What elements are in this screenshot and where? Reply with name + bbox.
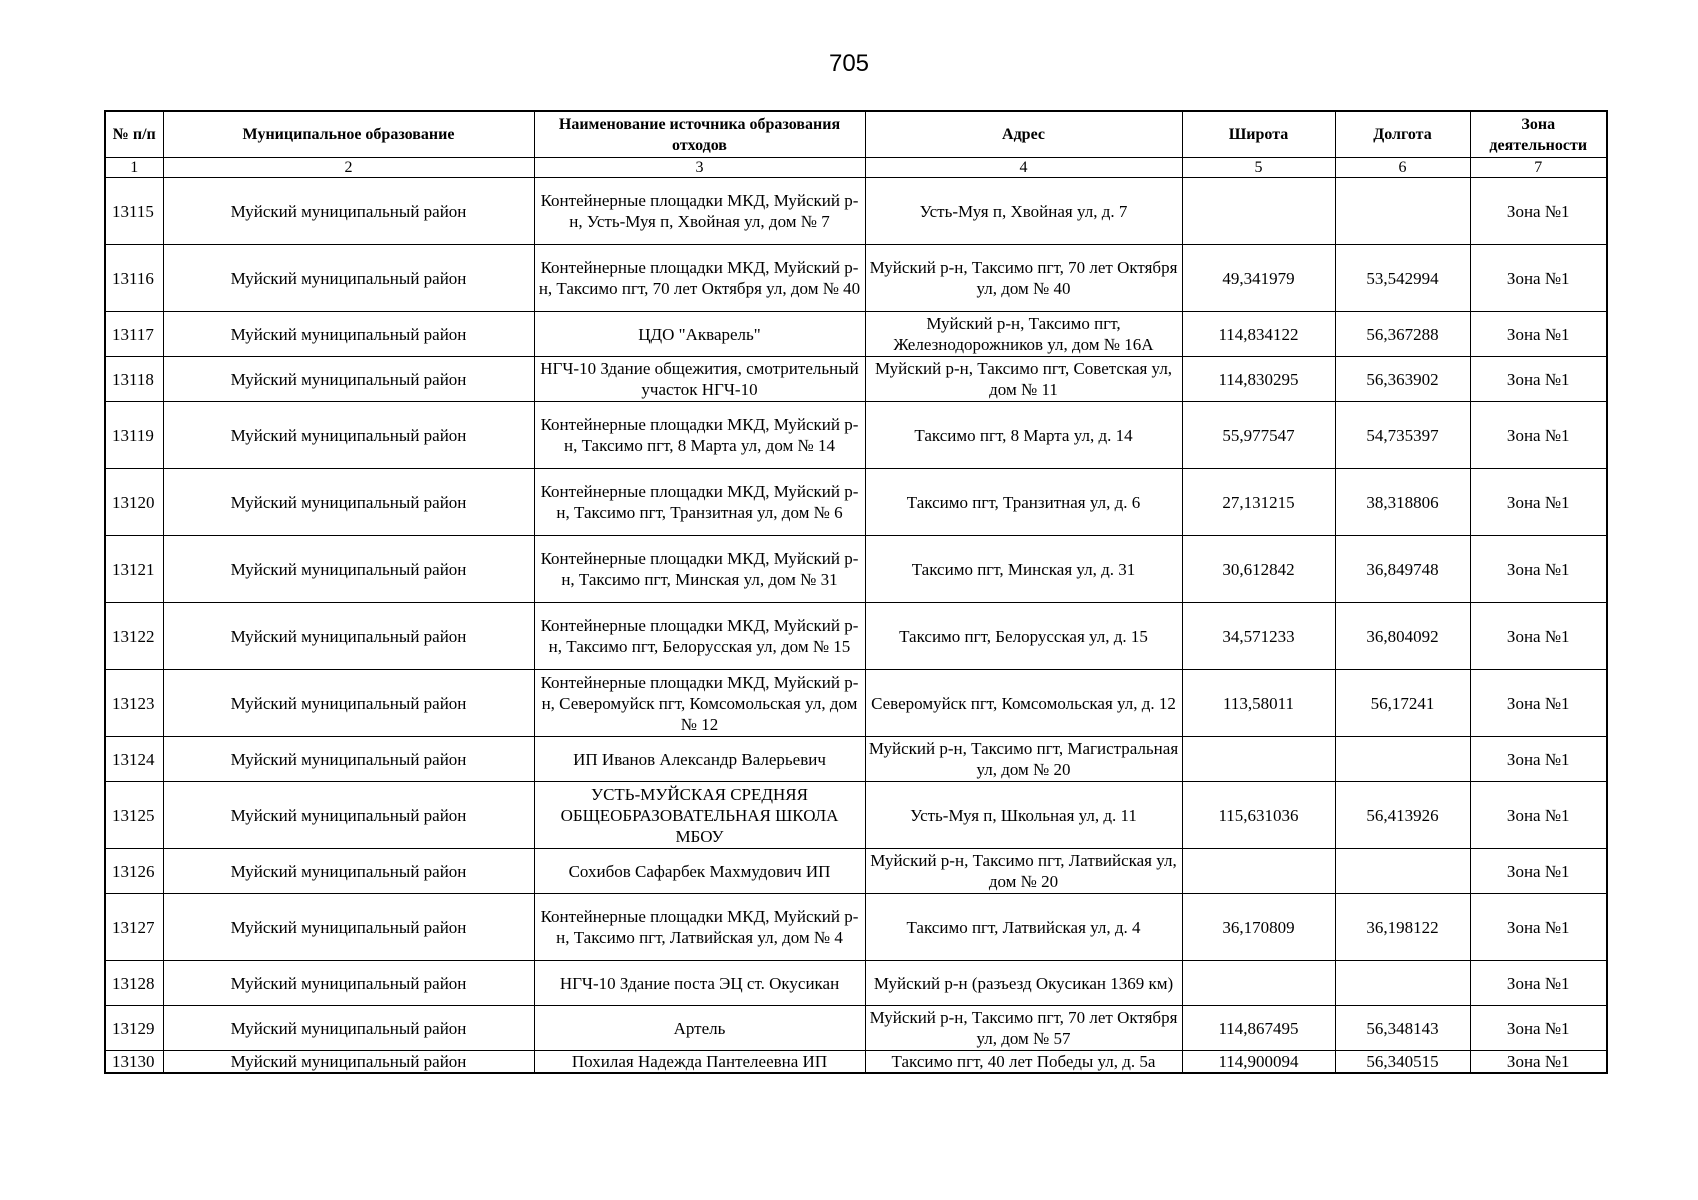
address-cell: Муйский р-н, Таксимо пгт, Железнодорожников ул, дом № 16А [865, 312, 1182, 357]
latitude-cell: 55,977547 [1182, 402, 1335, 469]
column-header: Широта [1182, 111, 1335, 158]
address-cell: Таксимо пгт, Транзитная ул, д. 6 [865, 469, 1182, 536]
row-number: 13128 [105, 961, 163, 1006]
municipality-cell: Муйский муниципальный район [163, 469, 534, 536]
latitude-cell: 114,867495 [1182, 1006, 1335, 1051]
municipality-cell: Муйский муниципальный район [163, 245, 534, 312]
longitude-cell [1335, 178, 1470, 245]
latitude-cell: 114,830295 [1182, 357, 1335, 402]
municipality-cell: Муйский муниципальный район [163, 1051, 534, 1074]
source-cell: Контейнерные площадки МКД, Муйский р-н, Северомуйск пгт, Комсомольская ул, дом № 12 [534, 670, 865, 737]
latitude-cell: 34,571233 [1182, 603, 1335, 670]
municipality-cell: Муйский муниципальный район [163, 1006, 534, 1051]
zone-cell: Зона №1 [1470, 1051, 1607, 1074]
latitude-cell: 36,170809 [1182, 894, 1335, 961]
latitude-cell: 49,341979 [1182, 245, 1335, 312]
row-number: 13119 [105, 402, 163, 469]
latitude-cell: 115,631036 [1182, 782, 1335, 849]
row-number: 13122 [105, 603, 163, 670]
zone-cell: Зона №1 [1470, 603, 1607, 670]
source-cell: ЦДО "Акварель" [534, 312, 865, 357]
longitude-cell: 36,804092 [1335, 603, 1470, 670]
municipality-cell: Муйский муниципальный район [163, 402, 534, 469]
address-cell: Муйский р-н, Таксимо пгт, 70 лет Октября ул, дом № 57 [865, 1006, 1182, 1051]
zone-cell: Зона №1 [1470, 849, 1607, 894]
column-number: 6 [1335, 158, 1470, 178]
longitude-cell [1335, 737, 1470, 782]
table-row [105, 670, 1607, 737]
longitude-cell [1335, 849, 1470, 894]
column-header: Адрес [865, 111, 1182, 158]
zone-cell: Зона №1 [1470, 961, 1607, 1006]
zone-cell: Зона №1 [1470, 178, 1607, 245]
zone-cell: Зона №1 [1470, 1006, 1607, 1051]
zone-cell: Зона №1 [1470, 357, 1607, 402]
latitude-cell [1182, 178, 1335, 245]
longitude-cell: 56,340515 [1335, 1051, 1470, 1074]
column-number: 5 [1182, 158, 1335, 178]
table-row [105, 245, 1607, 312]
table-body [105, 178, 1607, 1074]
latitude-cell: 114,900094 [1182, 1051, 1335, 1074]
row-number: 13124 [105, 737, 163, 782]
zone-cell: Зона №1 [1470, 536, 1607, 603]
row-number: 13117 [105, 312, 163, 357]
table-row [105, 737, 1607, 782]
zone-cell: Зона №1 [1470, 469, 1607, 536]
column-header: Муниципальное образование [163, 111, 534, 158]
source-cell: Контейнерные площадки МКД, Муйский р-н, Таксимо пгт, Транзитная ул, дом № 6 [534, 469, 865, 536]
column-number: 7 [1470, 158, 1607, 178]
longitude-cell: 56,348143 [1335, 1006, 1470, 1051]
longitude-cell: 36,198122 [1335, 894, 1470, 961]
row-number: 13126 [105, 849, 163, 894]
row-number: 13120 [105, 469, 163, 536]
longitude-cell: 38,318806 [1335, 469, 1470, 536]
longitude-cell: 36,849748 [1335, 536, 1470, 603]
row-number: 13129 [105, 1006, 163, 1051]
row-number: 13123 [105, 670, 163, 737]
table-row [105, 849, 1607, 894]
column-number-row [105, 158, 1607, 178]
table-row [105, 782, 1607, 849]
row-number: 13116 [105, 245, 163, 312]
table-row [105, 178, 1607, 245]
address-cell: Таксимо пгт, 40 лет Победы ул, д. 5а [865, 1051, 1182, 1074]
latitude-cell: 27,131215 [1182, 469, 1335, 536]
latitude-cell: 30,612842 [1182, 536, 1335, 603]
source-cell: НГЧ-10 Здание поста ЭЦ ст. Окусикан [534, 961, 865, 1006]
zone-cell: Зона №1 [1470, 894, 1607, 961]
zone-cell: Зона №1 [1470, 402, 1607, 469]
municipality-cell: Муйский муниципальный район [163, 894, 534, 961]
address-cell: Муйский р-н, Таксимо пгт, Советская ул, дом № 11 [865, 357, 1182, 402]
row-number: 13115 [105, 178, 163, 245]
address-cell: Усть-Муя п, Школьная ул, д. 11 [865, 782, 1182, 849]
zone-cell: Зона №1 [1470, 782, 1607, 849]
municipality-cell: Муйский муниципальный район [163, 782, 534, 849]
row-number: 13130 [105, 1051, 163, 1074]
municipality-cell: Муйский муниципальный район [163, 849, 534, 894]
source-cell: Похилая Надежда Пантелеевна ИП [534, 1051, 865, 1074]
municipality-cell: Муйский муниципальный район [163, 961, 534, 1006]
column-number: 3 [534, 158, 865, 178]
header-row [105, 111, 1607, 158]
column-header: Зона деятельности [1470, 111, 1607, 158]
latitude-cell [1182, 737, 1335, 782]
longitude-cell: 56,363902 [1335, 357, 1470, 402]
longitude-cell: 56,413926 [1335, 782, 1470, 849]
municipality-cell: Муйский муниципальный район [163, 737, 534, 782]
address-cell: Северомуйск пгт, Комсомольская ул, д. 12 [865, 670, 1182, 737]
address-cell: Муйский р-н, Таксимо пгт, Латвийская ул, дом № 20 [865, 849, 1182, 894]
municipality-cell: Муйский муниципальный район [163, 357, 534, 402]
table-row [105, 312, 1607, 357]
table-row [105, 1051, 1607, 1074]
address-cell: Таксимо пгт, Минская ул, д. 31 [865, 536, 1182, 603]
table-row [105, 469, 1607, 536]
column-header: № п/п [105, 111, 163, 158]
table-row [105, 894, 1607, 961]
source-cell: Контейнерные площадки МКД, Муйский р-н, Таксимо пгт, Белорусская ул, дом № 15 [534, 603, 865, 670]
table-row [105, 357, 1607, 402]
municipality-cell: Муйский муниципальный район [163, 178, 534, 245]
address-cell: Таксимо пгт, 8 Марта ул, д. 14 [865, 402, 1182, 469]
column-number: 1 [105, 158, 163, 178]
table-row [105, 402, 1607, 469]
source-cell: Контейнерные площадки МКД, Муйский р-н, Таксимо пгт, Латвийская ул, дом № 4 [534, 894, 865, 961]
address-cell: Муйский р-н, Таксимо пгт, Магистральная ул, дом № 20 [865, 737, 1182, 782]
source-cell: Контейнерные площадки МКД, Муйский р-н, Таксимо пгт, Минская ул, дом № 31 [534, 536, 865, 603]
latitude-cell [1182, 849, 1335, 894]
longitude-cell: 53,542994 [1335, 245, 1470, 312]
zone-cell: Зона №1 [1470, 670, 1607, 737]
source-cell: НГЧ-10 Здание общежития, смотрительный участок НГЧ-10 [534, 357, 865, 402]
source-cell: Сохибов Сафарбек Махмудович ИП [534, 849, 865, 894]
municipality-cell: Муйский муниципальный район [163, 536, 534, 603]
page-number: 705 [828, 50, 870, 77]
address-cell: Таксимо пгт, Латвийская ул, д. 4 [865, 894, 1182, 961]
municipality-cell: Муйский муниципальный район [163, 312, 534, 357]
address-cell: Таксимо пгт, Белорусская ул, д. 15 [865, 603, 1182, 670]
source-cell: ИП Иванов Александр Валерьевич [534, 737, 865, 782]
row-number: 13121 [105, 536, 163, 603]
source-cell: Контейнерные площадки МКД, Муйский р-н, Таксимо пгт, 70 лет Октября ул, дом № 40 [534, 245, 865, 312]
row-number: 13125 [105, 782, 163, 849]
zone-cell: Зона №1 [1470, 312, 1607, 357]
table-row [105, 1006, 1607, 1051]
source-cell: Контейнерные площадки МКД, Муйский р-н, Таксимо пгт, 8 Марта ул, дом № 14 [534, 402, 865, 469]
row-number: 13127 [105, 894, 163, 961]
address-cell: Муйский р-н, Таксимо пгт, 70 лет Октября ул, дом № 40 [865, 245, 1182, 312]
latitude-cell: 114,834122 [1182, 312, 1335, 357]
table-row [105, 536, 1607, 603]
address-cell: Усть-Муя п, Хвойная ул, д. 7 [865, 178, 1182, 245]
source-cell: Артель [534, 1006, 865, 1051]
longitude-cell: 56,367288 [1335, 312, 1470, 357]
longitude-cell: 56,17241 [1335, 670, 1470, 737]
table-row [105, 603, 1607, 670]
column-header: Наименование источника образования отходов [534, 111, 865, 158]
address-cell: Муйский р-н (разъезд Окусикан 1369 км) [865, 961, 1182, 1006]
column-number: 2 [163, 158, 534, 178]
latitude-cell: 113,58011 [1182, 670, 1335, 737]
longitude-cell: 54,735397 [1335, 402, 1470, 469]
source-cell: УСТЬ-МУЙСКАЯ СРЕДНЯЯ ОБЩЕОБРАЗОВАТЕЛЬНАЯ ШКОЛА МБОУ [534, 782, 865, 849]
row-number: 13118 [105, 357, 163, 402]
source-cell: Контейнерные площадки МКД, Муйский р-н, Усть-Муя п, Хвойная ул, дом № 7 [534, 178, 865, 245]
municipality-cell: Муйский муниципальный район [163, 670, 534, 737]
latitude-cell [1182, 961, 1335, 1006]
table-row [105, 961, 1607, 1006]
longitude-cell [1335, 961, 1470, 1006]
zone-cell: Зона №1 [1470, 245, 1607, 312]
column-header: Долгота [1335, 111, 1470, 158]
column-number: 4 [865, 158, 1182, 178]
waste-sources-table [104, 110, 1608, 1074]
municipality-cell: Муйский муниципальный район [163, 603, 534, 670]
zone-cell: Зона №1 [1470, 737, 1607, 782]
